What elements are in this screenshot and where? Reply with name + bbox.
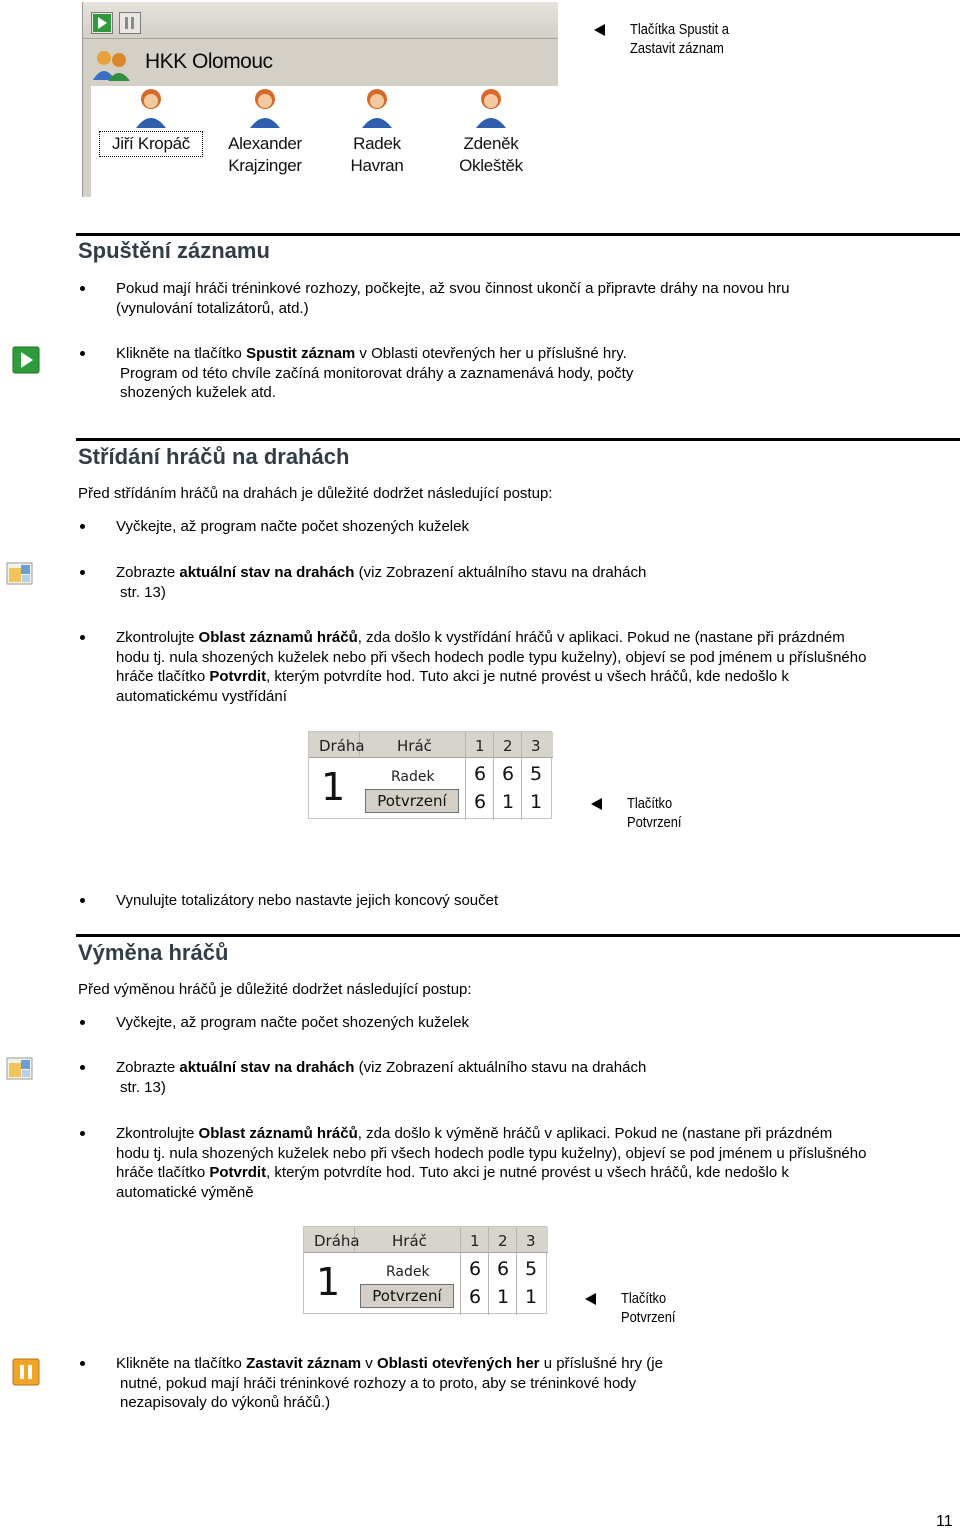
section-heading-start: Spuštění záznamu [78, 238, 270, 263]
text-line: automatické výměně [116, 1183, 254, 1201]
text-run: , zda došlo k vystřídání hráčů v aplikaci. Pokud ne (nastane při prázdném [357, 629, 845, 646]
text-run: , kterým potvrdíte hod. Tuto akci je nutné provést u všech hráčů, kde nedošlo k [266, 668, 789, 685]
player-name: Alexander [228, 134, 302, 153]
text-bold: Oblasti otevřených her [376, 1355, 540, 1372]
text-line [116, 563, 646, 583]
bullet-dot [80, 1065, 85, 1070]
toolbar [83, 2, 558, 39]
grid-line [493, 732, 494, 820]
bullet-dot [80, 570, 85, 575]
score-cell: 1 [497, 1286, 510, 1308]
callout-line: Potvrzení [627, 814, 682, 831]
lane-number: 1 [316, 1260, 341, 1304]
col-header-player: Hráč [397, 737, 432, 755]
text-line: hodu tj. nula shozených kuželek nebo při všech hodech podle typu kuželny), objeví se pod jménem u příslušného [116, 648, 867, 666]
bullet-text: Vyčkejte, až program načte počet shozených kuželek [116, 518, 469, 535]
text-run: (viz Zobrazení aktuálního stavu na drahách [354, 1059, 647, 1076]
confirm-button[interactable]: Potvrzení [365, 789, 459, 813]
player-card[interactable] [101, 86, 201, 155]
confirm-button[interactable]: Potvrzení [360, 1284, 454, 1308]
bullet-dot [80, 635, 85, 640]
text-bold: Oblast záznamů hráčů [198, 629, 358, 646]
text-line [116, 344, 633, 364]
player-name: Havran [350, 156, 404, 175]
player-name: Jiří Kropáč [101, 133, 201, 155]
bullet-text: Vyčkejte, až program načte počet shozených kuželek [116, 1014, 469, 1031]
app-screenshot-open-games [82, 2, 558, 197]
text-run: hráče tlačítko [116, 668, 210, 685]
player-name: Radek [391, 769, 435, 785]
grid-line [460, 1227, 461, 1315]
text-line: Program od této chvíle začíná monitorovat dráhy a zaznamenává hody, počty [120, 364, 634, 382]
text-bold: Oblast záznamů hráčů [198, 1125, 358, 1142]
bullet-text [116, 1354, 663, 1413]
lanes-status-icon [6, 560, 34, 586]
score-cell: 6 [474, 763, 487, 785]
text-line [116, 1354, 663, 1374]
callout-line: Tlačítko [621, 1290, 667, 1307]
arrow-left-icon [591, 798, 602, 810]
col-header-throw: 2 [498, 1232, 508, 1250]
score-cell: 6 [502, 763, 515, 785]
col-header-lane: Dráha [319, 737, 365, 755]
grid-line [488, 1227, 489, 1315]
col-header-lane: Dráha [314, 1232, 360, 1250]
callout-confirm [627, 794, 682, 832]
text-run: Zobrazte [116, 564, 180, 581]
text-line: automatickému vystřídání [116, 687, 287, 705]
bullet-dot [80, 286, 85, 291]
text-run: Zkontrolujte [116, 1125, 199, 1142]
callout-start-stop [630, 20, 729, 58]
section-rule [76, 438, 960, 441]
bullet-text [116, 563, 646, 602]
text-bold: Potvrdit [209, 1164, 267, 1181]
text-run: v Oblasti otevřených her u příslušné hry. [355, 345, 627, 362]
text-line: Pokud mají hráči tréninkové rozhozy, počkejte, až svou činnost ukončí a připravte dráhy na novou hru [116, 280, 790, 297]
page-number: 11 [936, 1513, 953, 1530]
text-line [116, 667, 866, 687]
text-run: Klikněte na tlačítko [116, 1355, 247, 1372]
player-card[interactable] [441, 86, 541, 177]
bullet-text [116, 628, 866, 706]
col-header-throw: 3 [526, 1232, 536, 1250]
lanes-status-icon [6, 1055, 34, 1081]
col-header-throw: 1 [470, 1232, 480, 1250]
grid-line [465, 732, 466, 820]
col-header-throw: 2 [503, 737, 513, 755]
lane-score-widget [308, 731, 552, 819]
arrow-left-icon [594, 24, 605, 36]
player-card[interactable] [327, 86, 427, 177]
section-rule [76, 934, 960, 937]
score-cell: 1 [525, 1286, 538, 1308]
callout-line: Tlačítka Spustit a [630, 21, 729, 38]
text-bold: Potvrdit [209, 668, 267, 685]
text-line: shozených kuželek atd. [120, 384, 276, 401]
player-card[interactable] [215, 86, 315, 177]
score-cell: 6 [469, 1258, 482, 1280]
text-line [116, 628, 866, 648]
text-line: hodu tj. nula shozených kuželek nebo při všech hodech podle typu kuželny), objeví se pod jménem u příslušného [116, 1144, 867, 1162]
text-run: hráče tlačítko [116, 1164, 210, 1181]
intro-text: Před výměnou hráčů je důležité dodržet následující postup: [78, 981, 472, 998]
start-record-button[interactable] [91, 12, 113, 34]
text-run: , zda došlo k výměně hráčů v aplikaci. Pokud ne (nastane při prázdném [357, 1125, 833, 1142]
bullet-text: Vynulujte totalizátory nebo nastavte jejich koncový součet [116, 892, 499, 909]
pause-icon [120, 13, 140, 33]
player-avatar-icon [133, 86, 169, 128]
section-heading-rotation: Střídání hráčů na drahách [78, 444, 350, 469]
play-icon [92, 13, 112, 33]
section-rule [76, 233, 960, 236]
text-run: , kterým potvrdíte hod. Tuto akci je nutné provést u všech hráčů, kde nedošlo k [266, 1164, 789, 1181]
players-panel [91, 86, 558, 197]
player-avatar-icon [247, 86, 283, 128]
text-run: v [361, 1355, 377, 1372]
col-header-player: Hráč [392, 1232, 427, 1250]
score-cell: 1 [530, 791, 543, 813]
text-bold: aktuální stav na drahách [179, 1059, 355, 1076]
section-heading-swap: Výměna hráčů [78, 940, 229, 965]
bullet-text [116, 344, 633, 403]
text-line [116, 1163, 866, 1183]
team-icon [91, 48, 133, 82]
callout-line: Potvrzení [621, 1309, 676, 1326]
lane-score-widget [303, 1226, 547, 1314]
bullet-dot [80, 1131, 85, 1136]
score-cell: 5 [525, 1258, 538, 1280]
player-avatar-icon [359, 86, 395, 128]
text-line: str. 13) [120, 1078, 166, 1096]
text-bold: Zastavit záznam [246, 1355, 362, 1372]
bullet-dot [80, 351, 85, 356]
club-name: HKK Olomouc [145, 50, 273, 73]
bullet-text [116, 1058, 646, 1097]
col-header-throw: 3 [531, 737, 541, 755]
score-cell: 5 [530, 763, 543, 785]
player-name: Zdeněk [463, 134, 519, 153]
col-header-throw: 1 [475, 737, 485, 755]
intro-text: Před střídáním hráčů na drahách je důležité dodržet následující postup: [78, 485, 553, 502]
score-cell: 6 [469, 1286, 482, 1308]
grid-line [521, 732, 522, 820]
play-icon [12, 346, 40, 374]
text-run: Zobrazte [116, 1059, 180, 1076]
text-line: str. 13) [120, 583, 166, 601]
player-avatar-icon [473, 86, 509, 128]
text-bold: aktuální stav na drahách [179, 564, 355, 581]
pause-icon [12, 1358, 40, 1386]
bullet-text [116, 279, 789, 318]
score-cell: 1 [502, 791, 515, 813]
bullet-dot [80, 1361, 85, 1366]
text-run: Zkontrolujte [116, 629, 199, 646]
text-run: u příslušné hry (je [539, 1355, 663, 1372]
callout-line: Tlačítko [627, 795, 673, 812]
callout-confirm [621, 1289, 676, 1327]
arrow-left-icon [585, 1293, 596, 1305]
text-line [116, 1124, 866, 1144]
callout-line: Zastavit záznam [630, 40, 724, 57]
text-run: Klikněte na tlačítko [116, 345, 247, 362]
text-line: nezapisovaly do výkonů hráčů.) [120, 1394, 331, 1411]
text-line: nutné, pokud mají hráči tréninkové rozhozy a to proto, aby se tréninkové hody [120, 1374, 637, 1392]
score-cell: 6 [497, 1258, 510, 1280]
bullet-dot [80, 1020, 85, 1025]
text-bold: Spustit záznam [246, 345, 356, 362]
text-line [116, 1058, 646, 1078]
player-name: Radek [353, 134, 401, 153]
player-name: Okleštěk [459, 156, 523, 175]
bullet-dot [80, 524, 85, 529]
player-name: Radek [386, 1264, 430, 1280]
stop-record-button[interactable] [119, 12, 141, 34]
score-cell: 6 [474, 791, 487, 813]
bullet-dot [80, 898, 85, 903]
text-line: (vynulování totalizátorů, atd.) [116, 299, 309, 317]
lane-number: 1 [321, 765, 346, 809]
bullet-text [116, 1124, 866, 1202]
grid-line [516, 1227, 517, 1315]
text-run: (viz Zobrazení aktuálního stavu na drahách [354, 564, 647, 581]
player-name: Krajzinger [228, 156, 302, 175]
